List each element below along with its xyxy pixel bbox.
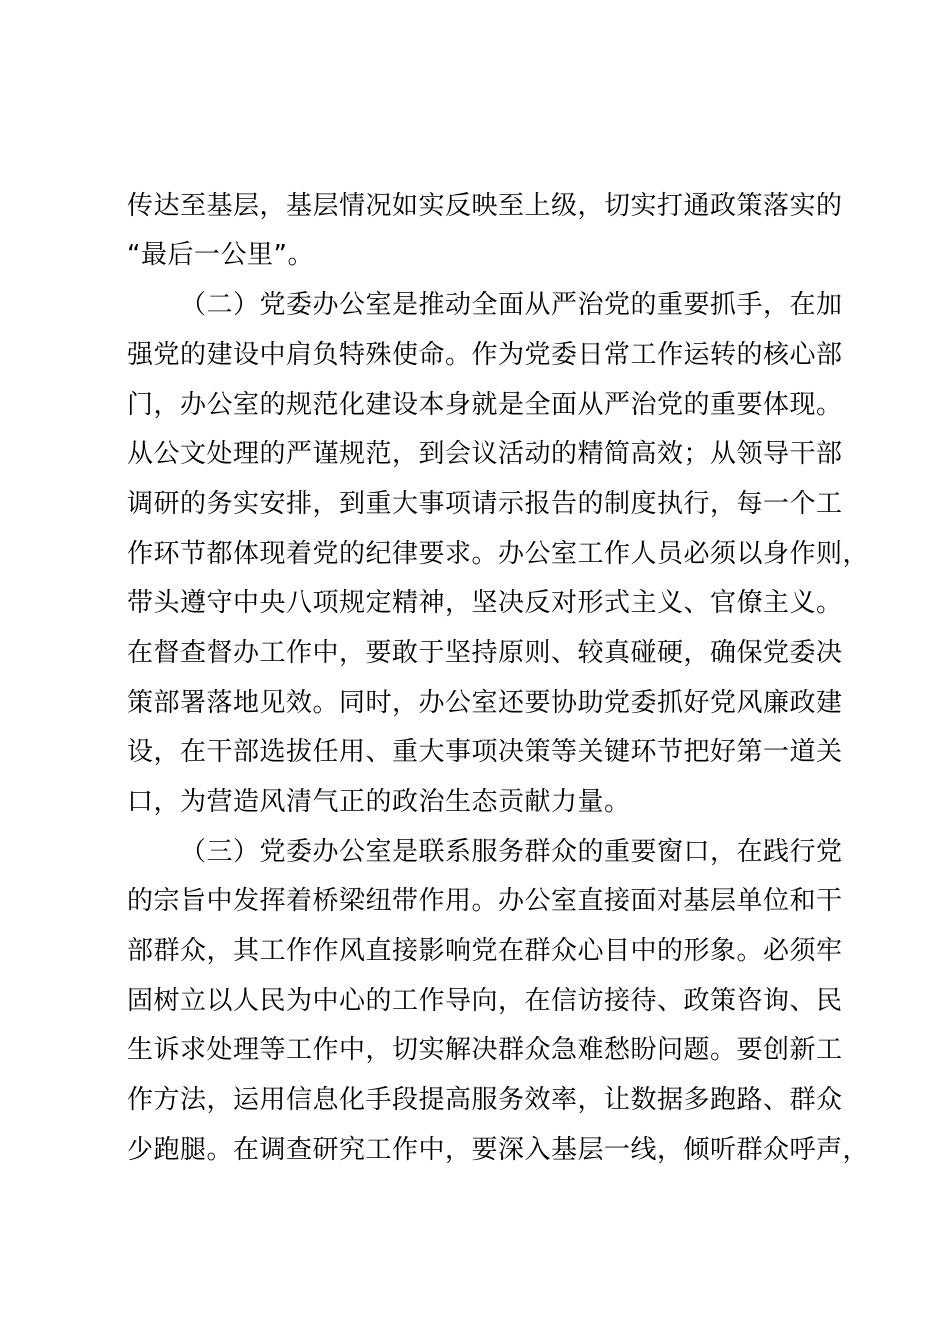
text-line: 门，办公室的规范化建设本身就是全面从严治党的重要体现。 xyxy=(127,390,843,420)
text-line: 作环节都体现着党的纪律要求。办公室工作人员必须以身作则， xyxy=(127,539,870,569)
text-line: 强党的建设中肩负特殊使命。作为党委日常工作运转的核心部 xyxy=(127,340,843,370)
text-line: 带头遵守中央八项规定精神，坚决反对形式主义、官僚主义。 xyxy=(127,588,843,618)
text-line: 在督查督办工作中，要敢于坚持原则、较真碰硬，确保党委决 xyxy=(127,638,843,668)
text-line: 从公文处理的严谨规范，到会议活动的精简高效；从领导干部 xyxy=(127,439,843,469)
text-line: 口，为营造风清气正的政治生态贡献力量。 xyxy=(127,787,631,817)
paragraph-heading-line: （二）党委办公室是推动全面从严治党的重要抓手，在加 xyxy=(180,290,843,320)
text-line: 少跑腿。在调查研究工作中，要深入基层一线，倾听群众呼声， xyxy=(127,1135,870,1165)
text-line: 的宗旨中发挥着桥梁纽带作用。办公室直接面对基层单位和干 xyxy=(127,886,843,916)
paragraph-heading-line: （三）党委办公室是联系服务群众的重要窗口，在践行党 xyxy=(180,837,843,867)
text-line: 设，在干部选拔任用、重大事项决策等关键环节把好第一道关 xyxy=(127,737,843,767)
text-line: 策部署落地见效。同时，办公室还要协助党委抓好党风廉政建 xyxy=(127,688,843,718)
text-line: 调研的务实安排，到重大事项请示报告的制度执行，每一个工 xyxy=(127,489,843,519)
text-line: 作方法，运用信息化手段提高服务效率，让数据多跑路、群众 xyxy=(127,1085,843,1115)
text-line: 部群众，其工作作风直接影响党在群众心目中的形象。必须牢 xyxy=(127,936,843,966)
text-line: “最后一公里”。 xyxy=(127,240,314,270)
text-line: 生诉求处理等工作中，切实解决群众急难愁盼问题。要创新工 xyxy=(127,1035,843,1065)
text-line: 传达至基层，基层情况如实反映至上级，切实打通政策落实的 xyxy=(127,191,843,221)
text-line: 固树立以人民为中心的工作导向，在信访接待、政策咨询、民 xyxy=(127,986,843,1016)
